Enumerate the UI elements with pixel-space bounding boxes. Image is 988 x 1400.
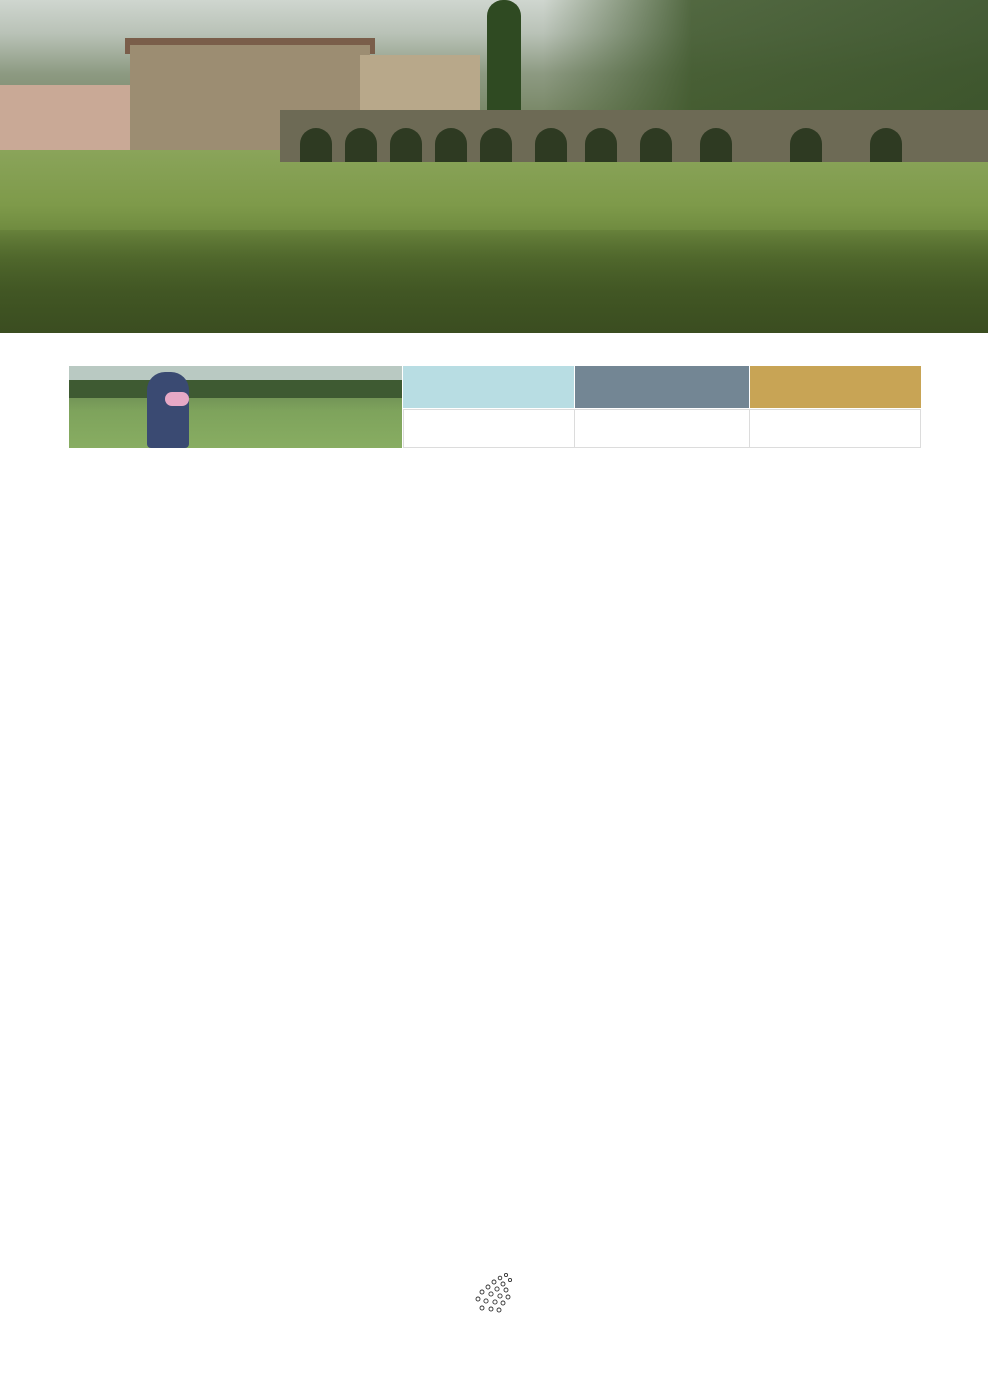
hero-arch — [870, 128, 902, 162]
hero-arch — [435, 128, 467, 162]
qr-code-icon[interactable] — [822, 1270, 914, 1362]
plan-header-loisir — [575, 366, 749, 408]
plan-header-baby — [403, 366, 574, 408]
table-photo-golfer — [69, 366, 402, 448]
hero-arch — [300, 128, 332, 162]
hero-building-left — [0, 85, 140, 155]
golf-balls-logo-icon — [470, 1270, 520, 1316]
hero-arch — [480, 128, 512, 162]
hero-arch — [640, 128, 672, 162]
hero-cypress-tree — [487, 0, 521, 120]
hero-banner — [0, 0, 988, 333]
plan-header-performance — [750, 366, 921, 408]
hero-arch — [790, 128, 822, 162]
hero-arch — [345, 128, 377, 162]
golfer-cap — [165, 392, 189, 406]
hero-brush — [0, 230, 988, 333]
plan-price-loisir — [574, 409, 750, 448]
hero-arch — [390, 128, 422, 162]
hero-arch — [585, 128, 617, 162]
golfer-figure — [147, 372, 189, 448]
plan-price-performance — [749, 409, 921, 448]
hero-arch — [700, 128, 732, 162]
plan-price-baby — [403, 409, 575, 448]
hero-arch — [535, 128, 567, 162]
